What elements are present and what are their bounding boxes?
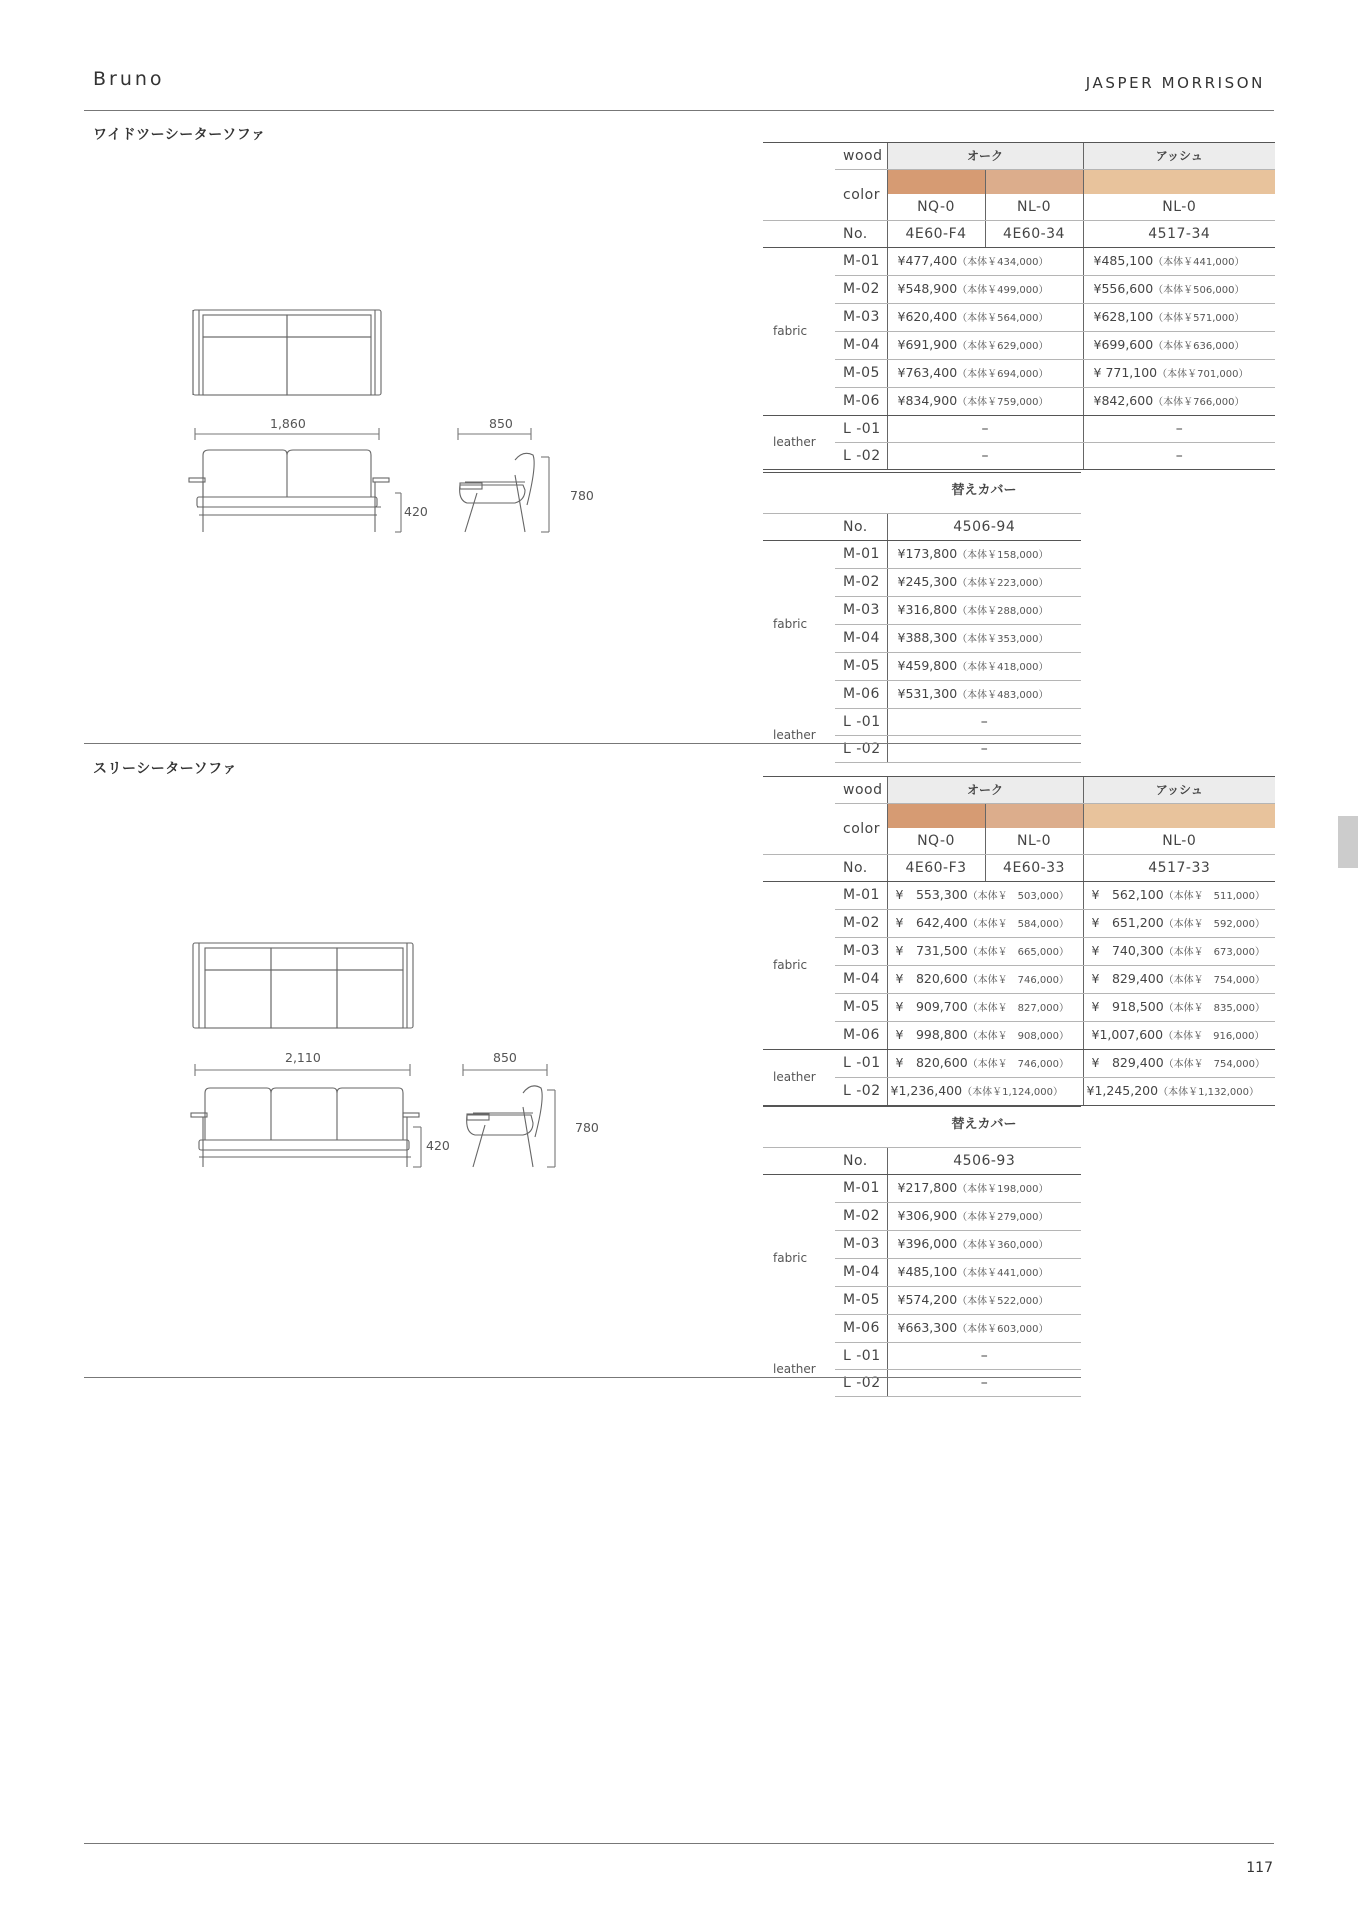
ash-price: ¥ 562,100（本体￥ 511,000） — [1083, 882, 1275, 910]
oak-price: ¥834,900（本体￥759,000） — [887, 388, 1083, 416]
product-number: 4E60-F3 — [887, 855, 985, 882]
ash-price: ¥485,100（本体￥441,000） — [1083, 248, 1275, 276]
cover-price: ¥485,100（本体￥441,000） — [887, 1259, 1081, 1287]
section-divider — [84, 743, 1081, 744]
oak-price: ¥ 642,400（本体￥ 584,000） — [887, 910, 1083, 938]
leather-label: leather — [773, 728, 816, 742]
cover-price: – — [887, 736, 1081, 763]
grade-code: L -01 — [835, 709, 887, 736]
three-seater-drawing — [185, 935, 605, 1180]
designer-name: JASPER MORRISON — [1085, 74, 1265, 92]
grade-code: M-01 — [835, 541, 887, 569]
fabric-label: fabric — [763, 882, 835, 1050]
ash-price: ¥ 651,200（本体￥ 592,000） — [1083, 910, 1275, 938]
page-number: 117 — [1246, 1860, 1273, 1876]
cover-price: ¥316,800（本体￥288,000） — [887, 597, 1081, 625]
cover-price: ¥306,900（本体￥279,000） — [887, 1203, 1081, 1231]
cover-price: ¥531,300（本体￥483,000） — [887, 681, 1081, 709]
section-title: ワイドツーシーターソファ — [93, 127, 266, 143]
ash-price: ¥842,600（本体￥766,000） — [1083, 388, 1275, 416]
oak-price: ¥763,400（本体￥694,000） — [887, 360, 1083, 388]
oak-price: ¥ 909,700（本体￥ 827,000） — [887, 994, 1083, 1022]
cover-price: ¥396,000（本体￥360,000） — [887, 1231, 1081, 1259]
oak-price: – — [887, 443, 1083, 470]
cover-number: 4506-94 — [887, 514, 1081, 541]
grade-code: M-02 — [835, 569, 887, 597]
wood-ash: アッシュ — [1083, 143, 1275, 170]
grade-code: L -01 — [835, 1050, 887, 1078]
grade-code: M-04 — [835, 1259, 887, 1287]
depth-dimension: 850 — [489, 416, 513, 431]
oak-price: ¥ 998,800（本体￥ 908,000） — [887, 1022, 1083, 1050]
color-code: NL-0 — [1083, 194, 1275, 221]
number-label: No. — [835, 1148, 887, 1175]
oak-price: ¥ 731,500（本体￥ 665,000） — [887, 938, 1083, 966]
ash-price: ¥628,100（本体￥571,000） — [1083, 304, 1275, 332]
grade-code: L -02 — [835, 443, 887, 470]
cover-price: ¥574,200（本体￥522,000） — [887, 1287, 1081, 1315]
swatch-nl0-oak — [985, 170, 1083, 195]
cover-price: ¥459,800（本体￥418,000） — [887, 653, 1081, 681]
cover-price: ¥663,300（本体￥603,000） — [887, 1315, 1081, 1343]
leather-label: leather — [763, 1050, 835, 1106]
price-table — [763, 776, 1275, 1106]
fabric-label: fabric — [763, 248, 835, 416]
color-code: NL-0 — [985, 194, 1083, 221]
grade-code: M-03 — [835, 597, 887, 625]
index-tab — [1338, 816, 1358, 868]
grade-code: M-06 — [835, 388, 887, 416]
width-dimension: 1,860 — [270, 416, 306, 431]
oak-price: ¥691,900（本体￥629,000） — [887, 332, 1083, 360]
header-divider — [84, 110, 1274, 111]
ash-price: ¥ 829,400（本体￥ 754,000） — [1083, 966, 1275, 994]
cover-price: ¥217,800（本体￥198,000） — [887, 1175, 1081, 1203]
ash-price: ¥1,007,600（本体￥ 916,000） — [1083, 1022, 1275, 1050]
grade-code: L -02 — [835, 736, 887, 763]
grade-code: M-01 — [835, 248, 887, 276]
grade-code: L -01 — [835, 416, 887, 443]
oak-price: ¥ 820,600（本体￥ 746,000） — [887, 966, 1083, 994]
oak-price: ¥548,900（本体￥499,000） — [887, 276, 1083, 304]
number-label: No. — [835, 221, 887, 248]
fabric-label: fabric — [773, 617, 808, 632]
ash-price: ¥699,600（本体￥636,000） — [1083, 332, 1275, 360]
grade-code: M-06 — [835, 1022, 887, 1050]
oak-price: ¥1,236,400（本体￥1,124,000） — [887, 1078, 1083, 1106]
width-dimension: 2,110 — [285, 1050, 321, 1065]
ash-price: ¥ 829,400（本体￥ 754,000） — [1083, 1050, 1275, 1078]
ash-price: ¥ 771,100（本体￥701,000） — [1083, 360, 1275, 388]
wood-ash: アッシュ — [1083, 777, 1275, 804]
grade-code: M-05 — [835, 994, 887, 1022]
grade-code: M-03 — [835, 938, 887, 966]
color-label: color — [843, 820, 880, 837]
ash-price: ¥ 918,500（本体￥ 835,000） — [1083, 994, 1275, 1022]
color-code: NQ-0 — [887, 194, 985, 221]
grade-code: M-04 — [835, 332, 887, 360]
cover-price: ¥388,300（本体￥353,000） — [887, 625, 1081, 653]
ash-price: ¥ 740,300（本体￥ 673,000） — [1083, 938, 1275, 966]
oak-price: ¥620,400（本体￥564,000） — [887, 304, 1083, 332]
grade-code: M-04 — [835, 966, 887, 994]
seat-height-dimension: 420 — [426, 1138, 450, 1153]
grade-code: M-05 — [835, 653, 887, 681]
grade-code: M-01 — [835, 882, 887, 910]
leather-label: leather — [773, 1362, 816, 1376]
grade-code: M-06 — [835, 681, 887, 709]
section-divider — [84, 1377, 1081, 1378]
oak-price: ¥ 820,600（本体￥ 746,000） — [887, 1050, 1083, 1078]
swatch-nl0-ash — [1083, 170, 1275, 195]
height-dimension: 780 — [570, 488, 594, 503]
footer-divider — [84, 1843, 1274, 1844]
cover-title: 替えカバー — [887, 1107, 1081, 1148]
grade-code: M-02 — [835, 276, 887, 304]
height-dimension: 780 — [575, 1120, 599, 1135]
swatch-nl0-oak — [985, 804, 1083, 829]
grade-code: M-06 — [835, 1315, 887, 1343]
ash-price: – — [1083, 443, 1275, 470]
cover-price: – — [887, 1343, 1081, 1370]
oak-price: – — [887, 416, 1083, 443]
cover-title: 替えカバー — [887, 473, 1081, 514]
grade-code: M-01 — [835, 1175, 887, 1203]
color-code: NQ-0 — [887, 828, 985, 855]
leather-label: leather — [763, 416, 835, 470]
depth-dimension: 850 — [493, 1050, 517, 1065]
seat-height-dimension: 420 — [404, 504, 428, 519]
grade-code: M-05 — [835, 360, 887, 388]
grade-code: M-04 — [835, 625, 887, 653]
grade-code: L -01 — [835, 1343, 887, 1370]
cover-number: 4506-93 — [887, 1148, 1081, 1175]
swatch-nl0-ash — [1083, 804, 1275, 829]
cover-price: ¥245,300（本体￥223,000） — [887, 569, 1081, 597]
oak-price: ¥ 553,300（本体￥ 503,000） — [887, 882, 1083, 910]
wood-oak: オーク — [887, 143, 1083, 170]
oak-price: ¥477,400（本体￥434,000） — [887, 248, 1083, 276]
ash-price: – — [1083, 416, 1275, 443]
swatch-nq0 — [887, 804, 985, 829]
ash-price: ¥556,600（本体￥506,000） — [1083, 276, 1275, 304]
grade-code: M-05 — [835, 1287, 887, 1315]
product-number: 4E60-34 — [985, 221, 1083, 248]
fabric-label: fabric — [773, 1251, 808, 1266]
grade-code: M-02 — [835, 910, 887, 938]
product-number: 4517-34 — [1083, 221, 1275, 248]
wood-label: wood — [835, 777, 887, 804]
section-title: スリーシーターソファ — [93, 761, 237, 777]
number-label: No. — [835, 855, 887, 882]
color-code: NL-0 — [1083, 828, 1275, 855]
cover-table — [763, 1106, 1081, 1397]
cover-table — [763, 472, 1081, 763]
wood-label: wood — [835, 143, 887, 170]
color-label: color — [843, 186, 880, 203]
grade-code: M-02 — [835, 1203, 887, 1231]
cover-price: – — [887, 709, 1081, 736]
grade-code: M-03 — [835, 1231, 887, 1259]
color-code: NL-0 — [985, 828, 1083, 855]
brand-title: Bruno — [93, 68, 165, 90]
grade-code: M-03 — [835, 304, 887, 332]
product-number: 4E60-33 — [985, 855, 1083, 882]
ash-price: ¥1,245,200（本体￥1,132,000） — [1083, 1078, 1275, 1106]
cover-price: – — [887, 1370, 1081, 1397]
grade-code: L -02 — [835, 1370, 887, 1397]
price-table — [763, 142, 1275, 470]
swatch-nq0 — [887, 170, 985, 195]
product-number: 4517-33 — [1083, 855, 1275, 882]
number-label: No. — [835, 514, 887, 541]
grade-code: L -02 — [835, 1078, 887, 1106]
cover-price: ¥173,800（本体￥158,000） — [887, 541, 1081, 569]
wide-two-seater-drawing — [185, 300, 595, 545]
wood-oak: オーク — [887, 777, 1083, 804]
product-number: 4E60-F4 — [887, 221, 985, 248]
